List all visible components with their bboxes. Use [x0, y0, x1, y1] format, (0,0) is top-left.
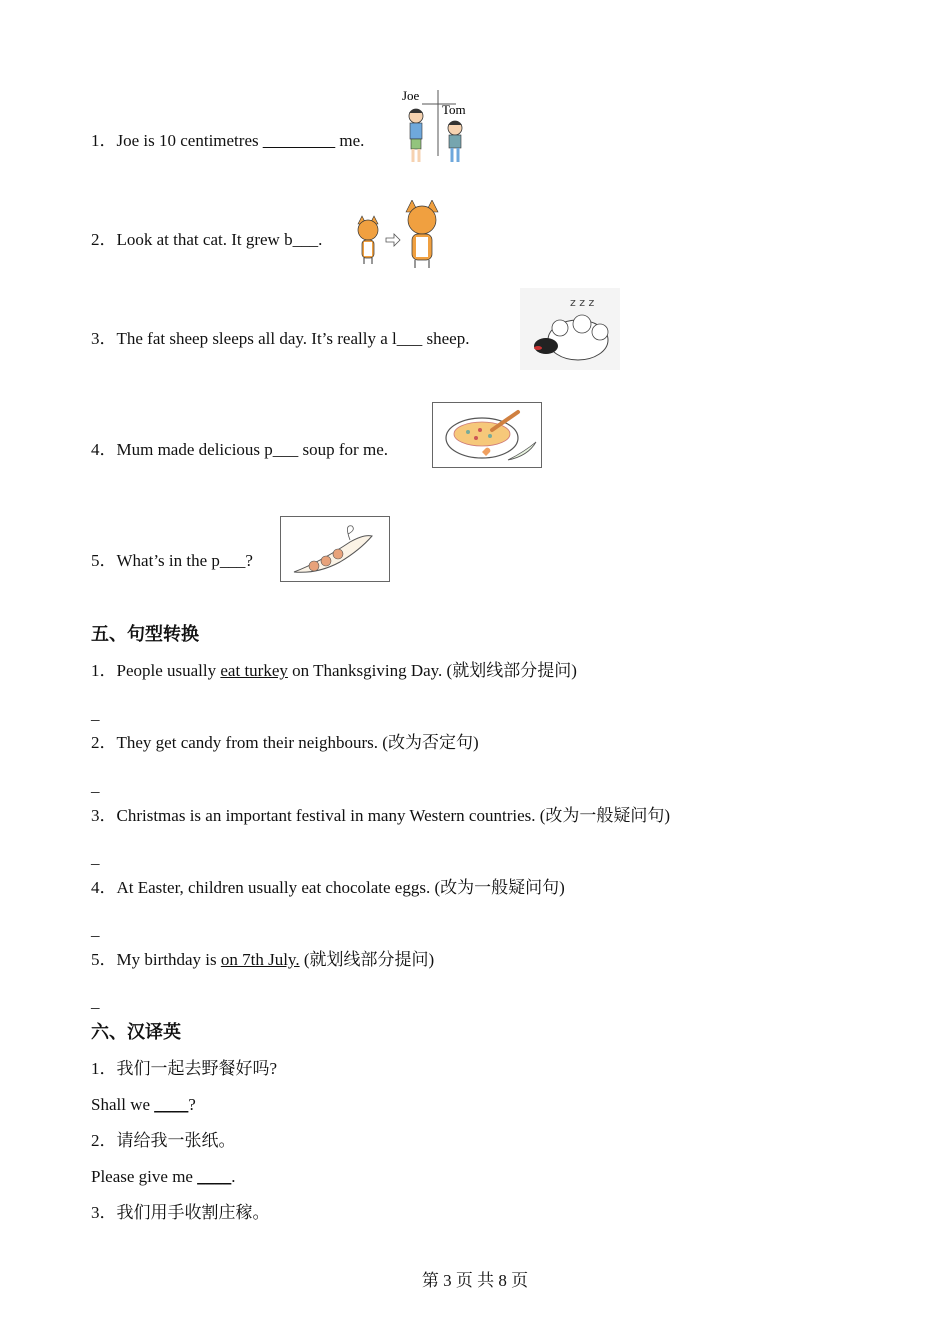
q5-4-text: At Easter, children usually eat chocolate eggs. (改为一般疑问句) [116, 878, 565, 897]
q6-2-english [91, 1166, 235, 1188]
q5-3 [91, 805, 670, 827]
q5-5-text-after: (就划线部分提问) [299, 950, 435, 969]
q6-1-number: 1． [91, 1059, 117, 1078]
q6-2-chinese-text: 请给我一张纸。 [116, 1131, 236, 1150]
q5-3-answer: _ [91, 848, 100, 867]
q4-3 [91, 328, 469, 350]
page-footer: 第 3 页 共 8 页 [421, 1271, 529, 1290]
cat-growing-picture [354, 200, 444, 272]
q4-2 [91, 229, 322, 251]
q6-1-blank: ____ [154, 1095, 189, 1114]
pea-pod-picture [280, 516, 390, 582]
q4-1-number: 1． [91, 131, 117, 150]
pea-soup-picture [432, 402, 542, 468]
q5-4-answer: _ [91, 920, 100, 939]
section6-title: 六、汉译英 [91, 1022, 181, 1043]
q5-1-text-after: on Thanksgiving Day. (就划线部分提问) [287, 661, 577, 680]
q5-5-answer: _ [91, 992, 100, 1011]
q6-3-number: 3． [91, 1203, 117, 1222]
section5-title: 五、句型转换 [91, 624, 199, 645]
q5-3-text: Christmas is an important festival in many Western countries. (改为一般疑问句) [116, 806, 671, 825]
sleeping-sheep-picture [520, 288, 620, 370]
q6-1-english-text: Shall we [91, 1095, 155, 1114]
tom-label: Tom [442, 102, 466, 117]
q4-1 [91, 130, 364, 152]
q5-2-number: 2． [91, 733, 117, 752]
q4-5-number: 5． [91, 551, 117, 570]
q6-1-english-after: ? [188, 1095, 196, 1114]
q4-4-number: 4． [91, 440, 117, 459]
q5-5-underlined: on 7th July. [220, 950, 300, 969]
q5-1-number: 1． [91, 661, 117, 680]
q6-2-english-after: . [231, 1167, 236, 1186]
q5-5 [91, 949, 434, 971]
q4-5-text: What’s in the p___? [116, 551, 253, 570]
zzz-label: z z z [570, 296, 595, 309]
q5-1-underlined: eat turkey [220, 661, 288, 680]
q4-2-text: Look at that cat. It grew b___. [116, 230, 323, 249]
q6-2-chinese [91, 1130, 236, 1152]
q4-3-text: The fat sheep sleeps all day. It’s really a l___ sheep. [116, 329, 470, 348]
q4-4 [91, 439, 388, 461]
q4-1-text: Joe is 10 centimetres [116, 131, 263, 150]
q4-5 [91, 550, 253, 572]
q6-3-chinese [91, 1202, 270, 1224]
q6-3-chinese-text: 我们用手收割庄稼。 [116, 1203, 270, 1222]
q6-1-chinese [91, 1058, 277, 1080]
q6-1-chinese-text: 我们一起去野餐好吗? [116, 1059, 278, 1078]
q5-2-text: They get candy from their neighbours. (改为否定句) [116, 733, 479, 752]
q5-2 [91, 732, 479, 754]
q5-4-number: 4． [91, 878, 117, 897]
q5-4 [91, 877, 565, 899]
q5-1 [91, 660, 577, 682]
q6-2-blank: ____ [197, 1167, 232, 1186]
q5-5-text: My birthday is [116, 950, 221, 969]
q6-2-number: 2． [91, 1131, 117, 1150]
q5-3-number: 3． [91, 806, 117, 825]
q5-5-number: 5． [91, 950, 117, 969]
q6-2-english-text: Please give me [91, 1167, 198, 1186]
q4-3-number: 3． [91, 329, 117, 348]
q6-1-english [91, 1094, 196, 1116]
q4-1-text-after: me. [335, 131, 365, 150]
q4-2-number: 2． [91, 230, 117, 249]
q5-1-answer: _ [91, 704, 100, 723]
q4-1-blank: ____ ____ [262, 131, 336, 150]
q4-4-text: Mum made delicious p___ soup for me. [116, 440, 388, 459]
q5-2-answer: _ [91, 776, 100, 795]
joe-tom-height-picture [398, 86, 478, 166]
q5-1-text: People usually [116, 661, 221, 680]
joe-label: Joe [402, 88, 420, 103]
